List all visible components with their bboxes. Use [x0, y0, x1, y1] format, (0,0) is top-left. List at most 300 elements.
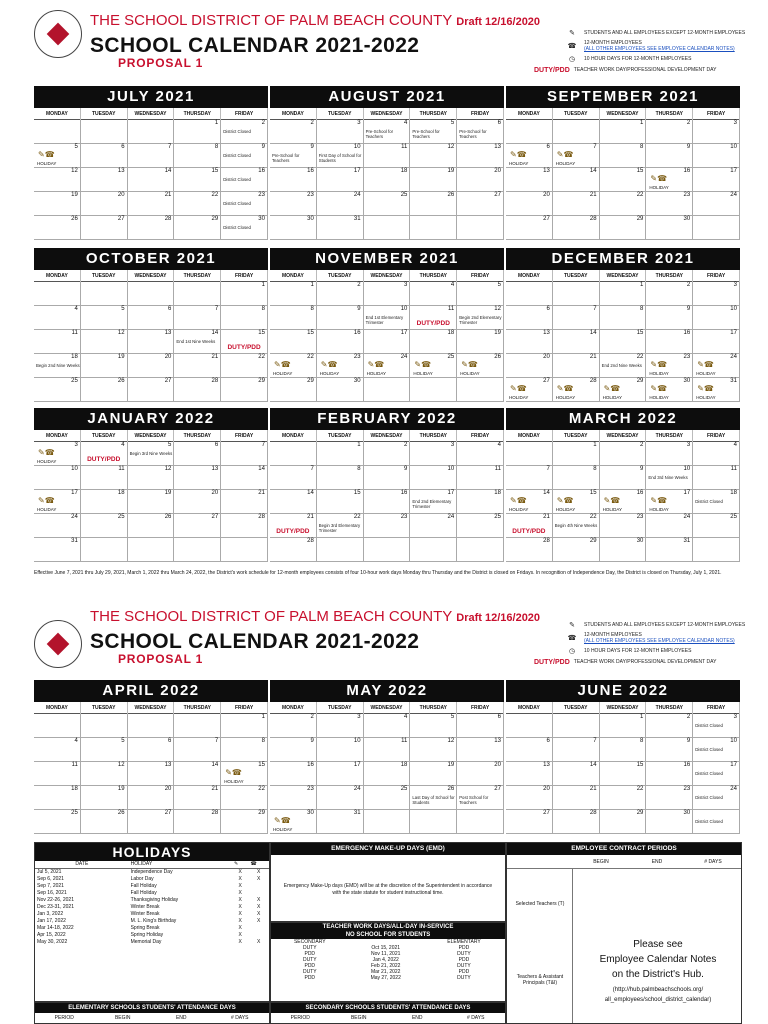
day-cell[interactable]	[457, 354, 504, 378]
day-cell[interactable]	[457, 538, 504, 562]
day-cell[interactable]	[553, 514, 600, 538]
day-cell[interactable]	[317, 538, 364, 562]
day-cell[interactable]	[174, 378, 221, 402]
day-cell[interactable]	[506, 466, 553, 490]
day-cell[interactable]	[364, 466, 411, 490]
day-cell[interactable]	[317, 786, 364, 810]
day-cell[interactable]	[221, 738, 268, 762]
day-cell[interactable]	[646, 466, 693, 490]
day-cell[interactable]	[646, 762, 693, 786]
day-cell[interactable]	[221, 168, 268, 192]
day-cell[interactable]	[174, 354, 221, 378]
day-cell[interactable]	[34, 192, 81, 216]
day-cell[interactable]	[600, 466, 647, 490]
day-cell[interactable]	[128, 538, 175, 562]
day-cell[interactable]	[81, 168, 128, 192]
day-cell[interactable]	[317, 466, 364, 490]
day-cell[interactable]	[410, 378, 457, 402]
day-cell[interactable]	[270, 192, 317, 216]
day-cell[interactable]	[174, 306, 221, 330]
day-cell[interactable]	[457, 714, 504, 738]
day-cell[interactable]	[221, 378, 268, 402]
day-cell[interactable]	[34, 466, 81, 490]
day-cell[interactable]	[506, 330, 553, 354]
day-cell[interactable]	[506, 714, 553, 738]
day-cell[interactable]	[174, 216, 221, 240]
day-cell[interactable]	[364, 306, 411, 330]
day-cell[interactable]	[174, 538, 221, 562]
day-cell[interactable]	[410, 216, 457, 240]
day-cell[interactable]	[221, 442, 268, 466]
day-cell[interactable]	[410, 714, 457, 738]
day-cell[interactable]	[34, 216, 81, 240]
day-cell[interactable]	[646, 538, 693, 562]
day-cell[interactable]	[221, 490, 268, 514]
day-cell[interactable]	[600, 306, 647, 330]
day-cell[interactable]	[600, 120, 647, 144]
day-cell[interactable]	[506, 120, 553, 144]
day-cell[interactable]	[600, 354, 647, 378]
day-cell[interactable]	[553, 168, 600, 192]
day-cell[interactable]	[506, 490, 553, 514]
day-cell[interactable]	[221, 216, 268, 240]
day-cell[interactable]	[34, 378, 81, 402]
day-cell[interactable]	[128, 192, 175, 216]
day-cell[interactable]	[506, 282, 553, 306]
day-cell[interactable]	[693, 466, 740, 490]
day-cell[interactable]	[693, 490, 740, 514]
day-cell[interactable]	[364, 354, 411, 378]
day-cell[interactable]	[693, 306, 740, 330]
day-cell[interactable]	[221, 192, 268, 216]
day-cell[interactable]	[553, 216, 600, 240]
day-cell[interactable]	[128, 514, 175, 538]
day-cell[interactable]	[646, 442, 693, 466]
day-cell[interactable]	[600, 378, 647, 402]
day-cell[interactable]	[646, 810, 693, 834]
day-cell[interactable]	[270, 762, 317, 786]
day-cell[interactable]	[270, 282, 317, 306]
day-cell[interactable]	[174, 282, 221, 306]
day-cell[interactable]	[317, 216, 364, 240]
day-cell[interactable]	[553, 810, 600, 834]
day-cell[interactable]	[317, 810, 364, 834]
day-cell[interactable]	[506, 378, 553, 402]
day-cell[interactable]	[457, 738, 504, 762]
day-cell[interactable]	[553, 354, 600, 378]
day-cell[interactable]	[693, 330, 740, 354]
day-cell[interactable]	[270, 168, 317, 192]
day-cell[interactable]	[410, 442, 457, 466]
day-cell[interactable]	[457, 378, 504, 402]
day-cell[interactable]	[364, 120, 411, 144]
day-cell[interactable]	[317, 168, 364, 192]
day-cell[interactable]	[600, 810, 647, 834]
day-cell[interactable]	[128, 282, 175, 306]
day-cell[interactable]	[506, 144, 553, 168]
day-cell[interactable]	[34, 144, 81, 168]
day-cell[interactable]	[506, 168, 553, 192]
day-cell[interactable]	[270, 306, 317, 330]
day-cell[interactable]	[693, 442, 740, 466]
day-cell[interactable]	[270, 714, 317, 738]
day-cell[interactable]	[34, 762, 81, 786]
day-cell[interactable]	[506, 306, 553, 330]
day-cell[interactable]	[600, 738, 647, 762]
day-cell[interactable]	[457, 490, 504, 514]
hub-link[interactable]: (http://hub.palmbeachschools.org/	[612, 987, 704, 993]
day-cell[interactable]	[693, 810, 740, 834]
day-cell[interactable]	[128, 490, 175, 514]
day-cell[interactable]	[506, 442, 553, 466]
day-cell[interactable]	[270, 216, 317, 240]
day-cell[interactable]	[600, 216, 647, 240]
day-cell[interactable]	[600, 168, 647, 192]
day-cell[interactable]	[410, 466, 457, 490]
day-cell[interactable]	[410, 786, 457, 810]
day-cell[interactable]	[221, 282, 268, 306]
day-cell[interactable]	[128, 216, 175, 240]
day-cell[interactable]	[270, 378, 317, 402]
day-cell[interactable]	[174, 442, 221, 466]
day-cell[interactable]	[221, 120, 268, 144]
day-cell[interactable]	[410, 762, 457, 786]
day-cell[interactable]	[81, 354, 128, 378]
day-cell[interactable]	[410, 120, 457, 144]
day-cell[interactable]	[457, 442, 504, 466]
day-cell[interactable]	[317, 282, 364, 306]
day-cell[interactable]	[457, 810, 504, 834]
day-cell[interactable]	[410, 354, 457, 378]
day-cell[interactable]	[81, 216, 128, 240]
day-cell[interactable]	[174, 192, 221, 216]
day-cell[interactable]	[81, 714, 128, 738]
day-cell[interactable]	[646, 216, 693, 240]
day-cell[interactable]	[364, 168, 411, 192]
day-cell[interactable]	[81, 378, 128, 402]
day-cell[interactable]	[221, 538, 268, 562]
day-cell[interactable]	[128, 144, 175, 168]
day-cell[interactable]	[81, 120, 128, 144]
day-cell[interactable]	[34, 330, 81, 354]
day-cell[interactable]	[174, 144, 221, 168]
day-cell[interactable]	[364, 514, 411, 538]
day-cell[interactable]	[270, 354, 317, 378]
day-cell[interactable]	[221, 714, 268, 738]
day-cell[interactable]	[128, 786, 175, 810]
day-cell[interactable]	[553, 786, 600, 810]
day-cell[interactable]	[221, 762, 268, 786]
day-cell[interactable]	[34, 120, 81, 144]
day-cell[interactable]	[364, 330, 411, 354]
day-cell[interactable]	[646, 144, 693, 168]
day-cell[interactable]	[693, 282, 740, 306]
day-cell[interactable]	[457, 282, 504, 306]
day-cell[interactable]	[410, 538, 457, 562]
day-cell[interactable]	[317, 378, 364, 402]
day-cell[interactable]	[646, 330, 693, 354]
day-cell[interactable]	[364, 216, 411, 240]
day-cell[interactable]	[553, 330, 600, 354]
day-cell[interactable]	[364, 738, 411, 762]
day-cell[interactable]	[317, 144, 364, 168]
day-cell[interactable]	[506, 762, 553, 786]
day-cell[interactable]	[174, 714, 221, 738]
day-cell[interactable]	[693, 378, 740, 402]
day-cell[interactable]	[81, 738, 128, 762]
day-cell[interactable]	[317, 714, 364, 738]
day-cell[interactable]	[553, 466, 600, 490]
day-cell[interactable]	[457, 466, 504, 490]
day-cell[interactable]	[81, 786, 128, 810]
day-cell[interactable]	[646, 786, 693, 810]
day-cell[interactable]	[364, 810, 411, 834]
day-cell[interactable]	[457, 514, 504, 538]
day-cell[interactable]	[364, 378, 411, 402]
day-cell[interactable]	[317, 490, 364, 514]
day-cell[interactable]	[457, 786, 504, 810]
day-cell[interactable]	[270, 490, 317, 514]
day-cell[interactable]	[506, 216, 553, 240]
day-cell[interactable]	[410, 738, 457, 762]
day-cell[interactable]	[317, 120, 364, 144]
day-cell[interactable]	[646, 738, 693, 762]
day-cell[interactable]	[600, 330, 647, 354]
day-cell[interactable]	[270, 514, 317, 538]
day-cell[interactable]	[506, 538, 553, 562]
day-cell[interactable]	[553, 714, 600, 738]
day-cell[interactable]	[553, 306, 600, 330]
day-cell[interactable]	[81, 490, 128, 514]
day-cell[interactable]	[693, 538, 740, 562]
day-cell[interactable]	[600, 786, 647, 810]
day-cell[interactable]	[600, 514, 647, 538]
day-cell[interactable]	[553, 282, 600, 306]
day-cell[interactable]	[128, 330, 175, 354]
day-cell[interactable]	[364, 714, 411, 738]
day-cell[interactable]	[646, 490, 693, 514]
day-cell[interactable]	[457, 330, 504, 354]
day-cell[interactable]	[457, 216, 504, 240]
day-cell[interactable]	[34, 786, 81, 810]
day-cell[interactable]	[553, 192, 600, 216]
day-cell[interactable]	[221, 514, 268, 538]
day-cell[interactable]	[410, 330, 457, 354]
day-cell[interactable]	[128, 306, 175, 330]
day-cell[interactable]	[221, 330, 268, 354]
day-cell[interactable]	[128, 738, 175, 762]
day-cell[interactable]	[364, 762, 411, 786]
day-cell[interactable]	[34, 738, 81, 762]
day-cell[interactable]	[646, 306, 693, 330]
day-cell[interactable]	[457, 762, 504, 786]
day-cell[interactable]	[81, 144, 128, 168]
day-cell[interactable]	[270, 120, 317, 144]
day-cell[interactable]	[553, 120, 600, 144]
day-cell[interactable]	[317, 442, 364, 466]
day-cell[interactable]	[410, 144, 457, 168]
day-cell[interactable]	[364, 282, 411, 306]
day-cell[interactable]	[553, 738, 600, 762]
day-cell[interactable]	[34, 442, 81, 466]
day-cell[interactable]	[174, 762, 221, 786]
day-cell[interactable]	[317, 762, 364, 786]
day-cell[interactable]	[364, 192, 411, 216]
day-cell[interactable]	[174, 738, 221, 762]
day-cell[interactable]	[81, 442, 128, 466]
day-cell[interactable]	[270, 810, 317, 834]
day-cell[interactable]	[221, 354, 268, 378]
day-cell[interactable]	[693, 738, 740, 762]
day-cell[interactable]	[693, 168, 740, 192]
day-cell[interactable]	[410, 810, 457, 834]
day-cell[interactable]	[174, 120, 221, 144]
day-cell[interactable]	[221, 466, 268, 490]
day-cell[interactable]	[553, 490, 600, 514]
day-cell[interactable]	[693, 354, 740, 378]
day-cell[interactable]	[128, 466, 175, 490]
day-cell[interactable]	[410, 168, 457, 192]
day-cell[interactable]	[364, 442, 411, 466]
day-cell[interactable]	[81, 282, 128, 306]
day-cell[interactable]	[410, 192, 457, 216]
day-cell[interactable]	[646, 192, 693, 216]
day-cell[interactable]	[174, 514, 221, 538]
day-cell[interactable]	[128, 714, 175, 738]
day-cell[interactable]	[600, 490, 647, 514]
day-cell[interactable]	[317, 330, 364, 354]
day-cell[interactable]	[34, 514, 81, 538]
day-cell[interactable]	[34, 538, 81, 562]
day-cell[interactable]	[553, 378, 600, 402]
day-cell[interactable]	[128, 442, 175, 466]
day-cell[interactable]	[506, 786, 553, 810]
day-cell[interactable]	[128, 120, 175, 144]
day-cell[interactable]	[410, 282, 457, 306]
day-cell[interactable]	[81, 538, 128, 562]
day-cell[interactable]	[317, 192, 364, 216]
day-cell[interactable]	[128, 378, 175, 402]
day-cell[interactable]	[221, 306, 268, 330]
day-cell[interactable]	[34, 306, 81, 330]
day-cell[interactable]	[693, 786, 740, 810]
day-cell[interactable]	[410, 490, 457, 514]
day-cell[interactable]	[317, 354, 364, 378]
day-cell[interactable]	[600, 714, 647, 738]
day-cell[interactable]	[457, 168, 504, 192]
day-cell[interactable]	[693, 714, 740, 738]
day-cell[interactable]	[506, 810, 553, 834]
day-cell[interactable]	[34, 490, 81, 514]
day-cell[interactable]	[600, 192, 647, 216]
day-cell[interactable]	[646, 168, 693, 192]
day-cell[interactable]	[646, 282, 693, 306]
day-cell[interactable]	[270, 786, 317, 810]
day-cell[interactable]	[174, 466, 221, 490]
day-cell[interactable]	[174, 810, 221, 834]
day-cell[interactable]	[221, 144, 268, 168]
day-cell[interactable]	[600, 144, 647, 168]
day-cell[interactable]	[693, 144, 740, 168]
day-cell[interactable]	[81, 330, 128, 354]
day-cell[interactable]	[410, 514, 457, 538]
day-cell[interactable]	[693, 762, 740, 786]
day-cell[interactable]	[600, 282, 647, 306]
day-cell[interactable]	[81, 514, 128, 538]
day-cell[interactable]	[646, 120, 693, 144]
day-cell[interactable]	[693, 514, 740, 538]
day-cell[interactable]	[506, 514, 553, 538]
day-cell[interactable]	[646, 378, 693, 402]
day-cell[interactable]	[221, 810, 268, 834]
day-cell[interactable]	[553, 144, 600, 168]
day-cell[interactable]	[270, 738, 317, 762]
day-cell[interactable]	[34, 714, 81, 738]
day-cell[interactable]	[270, 538, 317, 562]
day-cell[interactable]	[128, 354, 175, 378]
day-cell[interactable]	[693, 120, 740, 144]
day-cell[interactable]	[364, 786, 411, 810]
day-cell[interactable]	[174, 786, 221, 810]
day-cell[interactable]	[646, 714, 693, 738]
day-cell[interactable]	[506, 354, 553, 378]
day-cell[interactable]	[553, 762, 600, 786]
day-cell[interactable]	[364, 490, 411, 514]
day-cell[interactable]	[693, 216, 740, 240]
day-cell[interactable]	[270, 442, 317, 466]
day-cell[interactable]	[270, 466, 317, 490]
day-cell[interactable]	[81, 762, 128, 786]
day-cell[interactable]	[317, 738, 364, 762]
day-cell[interactable]	[553, 442, 600, 466]
day-cell[interactable]	[693, 192, 740, 216]
day-cell[interactable]	[128, 762, 175, 786]
day-cell[interactable]	[81, 466, 128, 490]
day-cell[interactable]	[646, 354, 693, 378]
day-cell[interactable]	[34, 282, 81, 306]
day-cell[interactable]	[317, 514, 364, 538]
day-cell[interactable]	[600, 442, 647, 466]
day-cell[interactable]	[364, 538, 411, 562]
day-cell[interactable]	[81, 306, 128, 330]
day-cell[interactable]	[457, 192, 504, 216]
day-cell[interactable]	[600, 538, 647, 562]
day-cell[interactable]	[128, 810, 175, 834]
day-cell[interactable]	[81, 810, 128, 834]
day-cell[interactable]	[174, 330, 221, 354]
day-cell[interactable]	[410, 306, 457, 330]
day-cell[interactable]	[128, 168, 175, 192]
day-cell[interactable]	[457, 144, 504, 168]
day-cell[interactable]	[364, 144, 411, 168]
day-cell[interactable]	[270, 330, 317, 354]
day-cell[interactable]	[553, 538, 600, 562]
day-cell[interactable]	[174, 490, 221, 514]
day-cell[interactable]	[270, 144, 317, 168]
day-cell[interactable]	[34, 354, 81, 378]
day-cell[interactable]	[221, 786, 268, 810]
day-cell[interactable]	[646, 514, 693, 538]
day-cell[interactable]	[457, 120, 504, 144]
day-cell[interactable]	[34, 168, 81, 192]
day-cell[interactable]	[174, 168, 221, 192]
day-cell[interactable]	[457, 306, 504, 330]
day-cell[interactable]	[81, 192, 128, 216]
day-cell[interactable]	[506, 192, 553, 216]
day-cell[interactable]	[600, 762, 647, 786]
day-cell[interactable]	[506, 738, 553, 762]
day-cell[interactable]	[317, 306, 364, 330]
